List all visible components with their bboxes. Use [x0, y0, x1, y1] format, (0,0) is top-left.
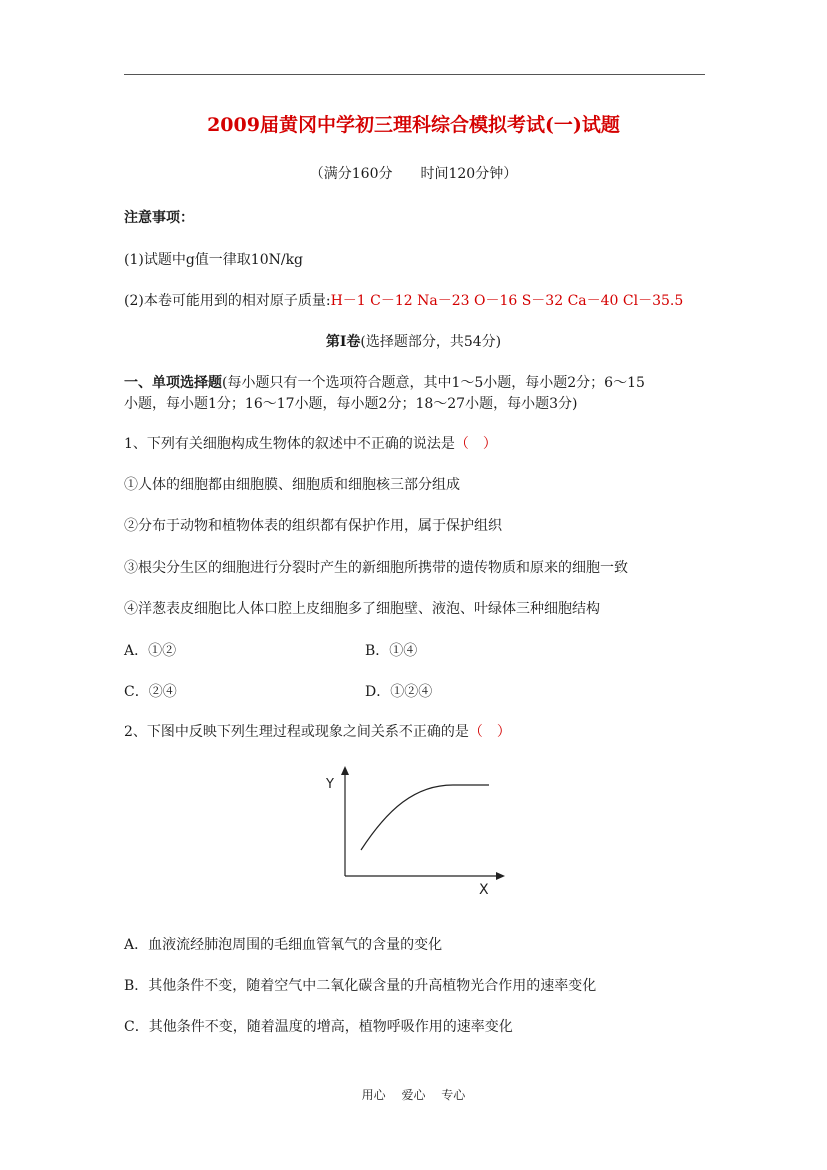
- question-1-stem: [124, 433, 497, 453]
- page-footer: 用心 爱心 专心: [361, 1088, 466, 1102]
- answer-blank: （ ）: [468, 724, 511, 740]
- statement-4: ④洋葱表皮细胞比人体口腔上皮细胞多了细胞壁、液泡、叶绿体三种细胞结构: [124, 601, 600, 617]
- section-title: [0, 331, 827, 351]
- answer-blank: （ ）: [454, 436, 497, 452]
- curve: [361, 785, 489, 850]
- part-instructions-line-1: [124, 372, 645, 392]
- growth-curve-graph: [315, 760, 515, 900]
- note-item-1: (1)试题中g值一律取10N/kg: [124, 252, 304, 268]
- atomic-mass-values: H－1 C－12 Na－23 O－16 S－32 Ca－40 Cl－35.5: [330, 293, 684, 309]
- statement-2: ②分布于动物和植物体表的组织都有保护作用，属于保护组织: [124, 518, 502, 534]
- section-title-bold: 第Ⅰ卷: [325, 334, 361, 350]
- part-instructions-line-2: 小题，每小题1分；16～17小题，每小题2分；18～27小题，每小题3分): [124, 396, 578, 412]
- exam-info: （满分160分 时间120分钟）: [309, 166, 518, 182]
- q2-option-b: B．其他条件不变，随着空气中二氧化碳含量的升高植物光合作用的速率变化: [124, 978, 597, 994]
- y-axis-arrow: [341, 766, 349, 775]
- option-b: B．①④: [365, 643, 418, 659]
- question-1-text: 1、下列有关细胞构成生物体的叙述中不正确的说法是: [124, 436, 455, 452]
- option-c: C．②④: [124, 684, 177, 700]
- part-instructions-text: (每小题只有一个选项符合题意，其中1～5小题，每小题2分；6～15: [222, 375, 645, 391]
- note-item-2-prefix: (2)本卷可能用到的相对原子质量:: [124, 293, 331, 309]
- option-a: A．①②: [124, 643, 177, 659]
- y-axis-label: Y: [326, 777, 334, 792]
- part-heading: 一、单项选择题: [124, 375, 222, 391]
- option-d: D．①②④: [365, 684, 433, 700]
- x-axis-arrow: [496, 872, 505, 880]
- question-2-text: 2、下图中反映下列生理过程或现象之间关系不正确的是: [124, 724, 469, 740]
- question-2-stem: [124, 721, 511, 741]
- note-item-2: [124, 290, 683, 310]
- statement-1: ①人体的细胞都由细胞膜、细胞质和细胞核三部分组成: [124, 477, 460, 493]
- notes-heading: 注意事项：: [124, 210, 194, 226]
- page-title: 2009届黄冈中学初三理科综合模拟考试(一)试题: [207, 114, 620, 136]
- x-axis-label: X: [479, 882, 489, 898]
- header-rule: [124, 74, 705, 75]
- q2-option-a: A．血液流经肺泡周围的毛细血管氧气的含量的变化: [124, 937, 443, 953]
- section-title-rest: (选择题部分，共54分): [360, 334, 502, 350]
- statement-3: ③根尖分生区的细胞进行分裂时产生的新细胞所携带的遗传物质和原来的细胞一致: [124, 560, 628, 576]
- q2-option-c: C．其他条件不变，随着温度的增高，植物呼吸作用的速率变化: [124, 1019, 513, 1035]
